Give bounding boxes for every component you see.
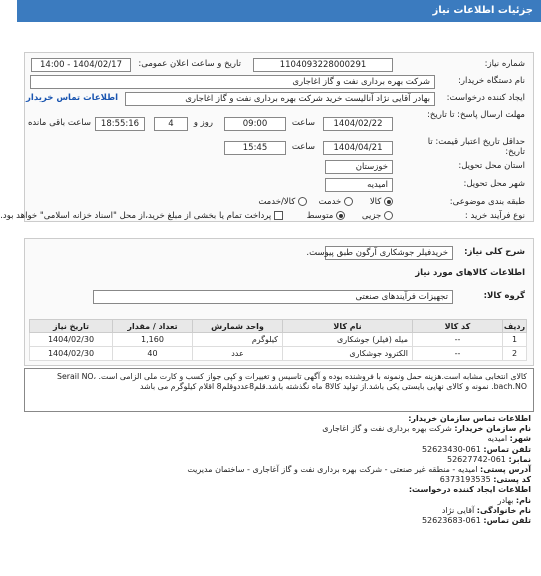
cell-name: الکترود جوشکاری: [283, 347, 413, 361]
treasury-option[interactable]: [0, 211, 283, 221]
reply-time-label: ساعت: [291, 118, 315, 128]
contact-key: نمابر:: [508, 454, 531, 464]
cell-row: 1: [503, 333, 527, 347]
contact-key: آدرس پستی:: [480, 465, 531, 475]
need-number-field: 1104093228000291: [253, 58, 393, 72]
buyer-notes-box: [24, 368, 534, 412]
contact-value: 061-52627742: [447, 454, 506, 464]
validity-date-field: 1404/04/21: [323, 141, 393, 155]
cell-qty: 40: [113, 347, 193, 361]
announce-field: 1404/02/17 - 14:00: [31, 58, 131, 72]
need-number-label: شماره نیاز:: [484, 59, 525, 69]
reply-date-field: 1404/02/22: [323, 117, 393, 131]
contact-key: تلفن تماس:: [483, 516, 531, 526]
col-qty: تعداد / مقدار: [113, 320, 193, 333]
contact-value: 6373193535: [439, 475, 491, 485]
purchase-type-label: نوع فرآیند خرید :: [464, 211, 525, 221]
days-field: 4: [154, 117, 188, 131]
treasury-checkbox[interactable]: [274, 211, 283, 220]
page-header: [17, 0, 541, 22]
goods-table-wrap: [29, 319, 527, 361]
contact-line: [31, 496, 531, 506]
contact-line: [31, 465, 531, 475]
contact-value: آقایی نژاد: [441, 505, 475, 515]
reply-time-field: 09:00: [224, 117, 286, 131]
contact-value: بهادر: [497, 495, 514, 505]
goods-group-field: تجهیزات فرآیندهای صنعتی: [93, 290, 453, 304]
category-service-radio[interactable]: [344, 197, 353, 206]
buyer-notes-text: کالای انتخابی مشابه است.هزینه حمل ونمونه با فروشنده بوده و آگهی تاسیس و تغییرات و کپی جواز کسب و کارت ملی الزامی است. Serail NO، bach.NO. نمونه و کالای نهایی بایستی یکی باشد.از تولید کالا8 ماه نگذشته باشد.قلم8عددوقلم8 اقلام کیلوگرم می باشد: [57, 372, 527, 391]
contact-value: 061-52623683: [421, 516, 481, 526]
cell-date: 1404/02/30: [30, 347, 113, 361]
contact-line: [31, 455, 531, 465]
purchase-minor-radio[interactable]: [384, 211, 393, 220]
category-goods-label: کالا: [369, 197, 382, 207]
cell-code: --: [413, 347, 503, 361]
reply-deadline-label: مهلت ارسال پاسخ: تا تاریخ:: [427, 110, 525, 120]
contact-line: [31, 516, 531, 526]
contact-key: کد پستی:: [493, 475, 531, 485]
purchase-medium-label: متوسط: [306, 211, 334, 221]
creator-label: ایجاد کننده درخواست:: [446, 93, 525, 103]
category-option-goods[interactable]: [370, 197, 393, 207]
category-both-label: کالا/خدمت: [258, 197, 296, 207]
contact-block: [31, 414, 531, 526]
cell-unit: کیلوگرم: [193, 333, 283, 347]
treasury-note: پرداخت تمام یا بخشی از مبلغ خرید،از محل "اسناد خزانه اسلامی" خواهد بود.: [0, 211, 272, 221]
contact-value: شرکت بهره برداری نفت و گاز اغاجاری: [322, 424, 452, 434]
summary-label: شرح کلی نیاز:: [464, 247, 525, 257]
contact-value: 061-52623430: [421, 444, 481, 454]
contact-line: [31, 434, 531, 444]
contact-value: امیدیه - منطقه غیر صنعتی - شرکت بهره برداری نفت و گاز آغاجاری - ساختمان مدیریت: [187, 465, 478, 475]
contact-line: [31, 485, 531, 495]
validity-time-field: 15:45: [224, 141, 286, 155]
contact-title: اطلاعات تماس سازمان خریدار:: [408, 414, 531, 423]
purchase-minor-label: جزیی: [361, 211, 382, 221]
validity-time-label: ساعت: [291, 142, 315, 152]
col-row: ردیف: [503, 321, 526, 331]
contact-key: شهر:: [509, 434, 531, 444]
page-title: جزئیات اطلاعات نیاز: [432, 5, 533, 16]
remaining-time-label: ساعت باقی مانده: [27, 118, 91, 128]
category-option-both[interactable]: [258, 197, 307, 207]
purchase-medium-radio[interactable]: [336, 211, 345, 220]
contact-line: [31, 424, 531, 434]
col-date: تاریخ نیاز: [30, 320, 113, 333]
days-label: روز و: [193, 118, 213, 128]
contact-line: [31, 475, 531, 485]
city-field: امیدیه: [325, 178, 393, 192]
contact-value: امیدیه: [487, 434, 508, 444]
purchase-option-medium[interactable]: [307, 211, 345, 221]
category-goods-radio[interactable]: [384, 197, 393, 206]
category-option-service[interactable]: [319, 197, 353, 207]
province-field: خوزستان: [325, 160, 393, 174]
goods-title: اطلاعات کالاهای مورد نیاز: [415, 268, 525, 278]
cell-name: میله (فیلر) جوشکاری: [283, 333, 413, 347]
summary-section: [24, 238, 534, 366]
contact-key: تلفن تماس:: [483, 444, 531, 454]
category-both-radio[interactable]: [298, 197, 307, 206]
summary-field: خریدفیلر جوشکاری آرگون طبق پیوست.: [325, 246, 453, 260]
cell-unit: عدد: [193, 347, 283, 361]
buyer-contact-link[interactable]: اطلاعات تماس خریدار: [26, 93, 118, 103]
city-label: شهر محل تحویل:: [463, 179, 525, 189]
contact-key: نام سازمان خریدار:: [454, 424, 531, 434]
buyer-field: شرکت بهره برداری نفت و گاز اغاجاری: [30, 75, 435, 89]
table-header-row: [30, 320, 527, 333]
purchase-option-minor[interactable]: [362, 211, 393, 221]
validity-label: حداقل تاریخ اعتبار قیمت: تا تاریخ:: [427, 137, 525, 157]
col-code: کد کالا: [413, 320, 503, 333]
cell-date: 1404/02/30: [30, 333, 113, 347]
cell-row: 2: [503, 347, 527, 361]
goods-group-label: گروه کالا:: [483, 291, 525, 301]
col-unit: واحد شمارش: [193, 320, 283, 333]
remaining-time-field: 18:55:16: [95, 117, 145, 131]
goods-table: [29, 319, 527, 361]
contact-key: اطلاعات ایجاد کننده درخواست:: [408, 485, 531, 495]
category-label: طبقه بندی موضوعی:: [449, 197, 525, 207]
contact-key: نام خانوادگی:: [476, 505, 531, 515]
category-service-label: خدمت: [318, 197, 342, 207]
buyer-label: نام دستگاه خریدار:: [458, 76, 525, 86]
table-row: [30, 333, 527, 347]
creator-field: بهادر آقایی نژاد آنالیست خرید شرکت بهره برداری نفت و گاز اغاجاری: [125, 92, 435, 106]
cell-code: --: [413, 333, 503, 347]
contact-line: [31, 445, 531, 455]
cell-qty: 1,160: [113, 333, 193, 347]
col-name: نام کالا: [283, 320, 413, 333]
need-info-section: [0, 52, 534, 222]
province-label: استان محل تحویل:: [458, 161, 525, 171]
table-row: [30, 347, 527, 361]
contact-line: [31, 506, 531, 516]
contact-key: نام:: [515, 495, 531, 505]
announce-label: تاریخ و ساعت اعلان عمومی:: [138, 59, 241, 69]
